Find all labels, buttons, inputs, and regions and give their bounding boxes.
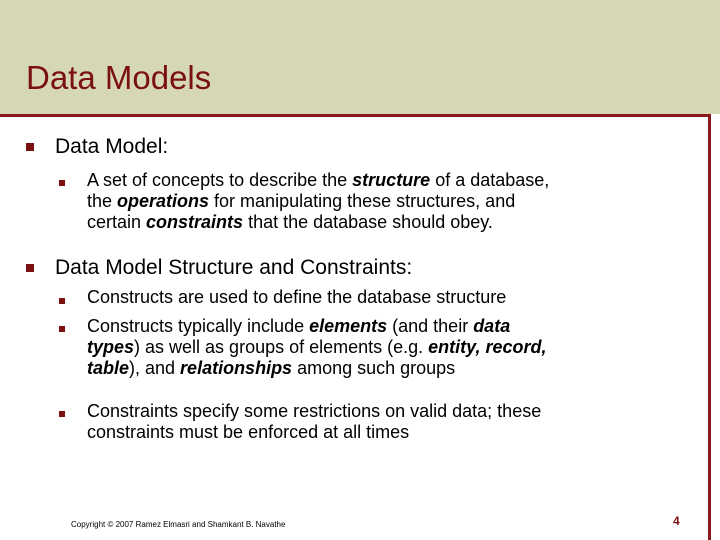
horizontal-rule [0, 114, 708, 117]
bullet-heading-structure-constraints: Data Model Structure and Constraints: [55, 256, 413, 279]
bullet-square-icon [59, 411, 65, 417]
emphasized-term: elements [309, 316, 388, 336]
sub-bullet-text [87, 316, 687, 379]
bullet-heading-data-model: Data Model: [55, 135, 169, 158]
sub-bullet-text [87, 401, 687, 443]
bullet-square-icon [59, 180, 65, 186]
emphasized-term: entity, record, [428, 337, 547, 357]
bullet-square-icon [59, 326, 65, 332]
sub-bullet-text [87, 170, 687, 233]
text-line: types) as well as groups of elements (e.g. entity, record, [87, 337, 547, 357]
emphasized-term: structure [352, 170, 431, 190]
text-line: A set of concepts to describe the structure of a database, [87, 170, 550, 190]
vertical-rule [708, 114, 711, 540]
emphasized-term: table [87, 358, 130, 378]
bullet-square-icon [26, 143, 34, 151]
emphasized-term: data [473, 316, 511, 336]
text-line: table), and relationships among such groups [87, 358, 456, 378]
emphasized-term: types [87, 337, 135, 357]
text-line: constraints must be enforced at all times [87, 422, 410, 442]
slide-title: Data Models [26, 59, 212, 96]
text-line: the operations for manipulating these structures, and [87, 191, 516, 211]
emphasized-term: relationships [180, 358, 293, 378]
bullet-square-icon [59, 298, 65, 304]
emphasized-term: operations [117, 191, 210, 211]
text-line: Constraints specify some restrictions on valid data; these [87, 401, 542, 421]
copyright-footer: Copyright © 2007 Ramez Elmasri and Shamkant B. Navathe [71, 520, 286, 529]
text-line: Constructs are used to define the database structure [87, 287, 507, 307]
text-line: Constructs typically include elements (and their data [87, 316, 511, 336]
emphasized-term: constraints [146, 212, 244, 232]
text-line: certain constraints that the database should obey. [87, 212, 493, 232]
page-number: 4 [673, 514, 680, 528]
sub-bullet-text [87, 287, 687, 308]
bullet-square-icon [26, 264, 34, 272]
